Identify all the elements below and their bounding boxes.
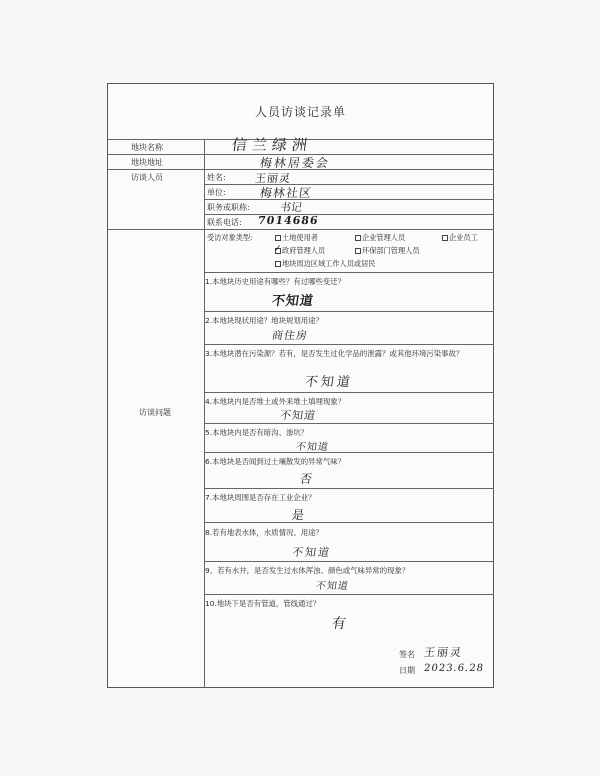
rule — [107, 229, 494, 230]
interviewee-type-label: 受访对象类型: — [207, 233, 253, 242]
label-questions: 访谈问题 — [139, 408, 171, 417]
rule — [204, 452, 494, 453]
label-phone: 联系电话: — [207, 218, 242, 227]
handwritten-phone: 7014686 — [257, 214, 320, 227]
handwritten-signature: 王丽灵 — [423, 646, 464, 659]
question-9: 9、若有水井，是否发生过水体浑浊、颜色或气味异常的现象？ — [205, 566, 410, 575]
rule — [204, 561, 494, 562]
rule — [204, 311, 494, 312]
answer-3: 不知道 — [303, 375, 354, 390]
rule — [204, 392, 494, 393]
rule — [204, 594, 494, 595]
checkbox-environmental-manager[interactable] — [355, 248, 361, 254]
handwritten-name: 王丽灵 — [254, 172, 292, 185]
rule — [204, 214, 494, 215]
handwritten-position: 书记 — [279, 201, 303, 214]
handwritten-unit: 梅林社区 — [258, 186, 313, 200]
question-1: 1.本地块历史用途有哪些？有过哪些变迁？ — [205, 277, 346, 286]
label-position: 职务或职称: — [207, 203, 250, 212]
question-3: 3.本地块潜在污染源？若有，是否发生过化学品的泄露？或其他环境污染事故？ — [205, 349, 464, 358]
label-date: 日期 — [399, 666, 415, 675]
answer-7: 是 — [290, 508, 305, 522]
rule — [204, 272, 494, 273]
answer-4: 不知道 — [279, 409, 317, 422]
handwritten-parcel-address: 梅林居委会 — [258, 156, 331, 170]
rule — [204, 199, 494, 200]
checkbox-nearby-resident[interactable] — [275, 261, 281, 267]
option-land-user[interactable]: 土地使用者 — [275, 233, 318, 243]
label-unit: 单位: — [207, 188, 226, 197]
question-7: 7.本地块周围是否存在工业企业？ — [205, 493, 316, 502]
handwritten-parcel-name: 信兰绿洲 — [230, 136, 314, 154]
option-environmental-manager[interactable]: 环保部门管理人员 — [355, 246, 420, 256]
checkbox-government-manager[interactable] — [275, 248, 281, 254]
answer-8: 不知道 — [291, 546, 332, 559]
label-name: 姓名: — [207, 173, 226, 182]
checkbox-land-user[interactable] — [275, 235, 281, 241]
rule — [204, 184, 494, 185]
rule — [204, 522, 494, 523]
question-2: 2.本地块现状用途？地块规划用途？ — [205, 316, 323, 325]
option-enterprise-staff[interactable]: 企业员工 — [442, 233, 478, 243]
label-parcel-name: 地块名称 — [131, 143, 163, 152]
answer-6: 否 — [298, 472, 313, 486]
handwritten-date: 2023.6.28 — [423, 663, 485, 674]
question-5: 5.本地块内是否有暗沟、渗坑？ — [205, 428, 309, 437]
checkbox-enterprise-staff[interactable] — [442, 235, 448, 241]
label-interviewee: 访谈人员 — [131, 173, 163, 182]
question-4: 4.本地块内是否堆土或外来堆土填埋现象？ — [205, 397, 346, 406]
option-nearby-resident[interactable]: 地块周边区域工作人员或居民 — [275, 259, 375, 269]
option-government-manager[interactable]: ✓政府管理人员 — [275, 246, 325, 256]
form-title: 人员访谈记录单 — [108, 84, 493, 140]
question-10: 10.地块下是否有管道，管线通过？ — [205, 599, 321, 608]
question-6: 6.本地块是否闻到过土壤散发的异常气味？ — [205, 457, 346, 466]
rule — [204, 344, 494, 345]
label-parcel-address: 地块地址 — [131, 158, 163, 167]
question-8: 8.若有地表水体，水质情况、用途？ — [205, 528, 323, 537]
checkbox-enterprise-manager[interactable] — [355, 235, 361, 241]
option-enterprise-manager[interactable]: 企业管理人员 — [355, 233, 405, 243]
label-signature: 签名 — [399, 650, 415, 659]
answer-1: 不知道 — [270, 294, 315, 309]
answer-10: 有 — [330, 616, 347, 632]
rule — [204, 423, 494, 424]
answer-5: 不知道 — [294, 442, 330, 453]
answer-9: 不知道 — [314, 581, 350, 592]
answer-2: 商住房 — [271, 329, 309, 342]
rule — [204, 488, 494, 489]
